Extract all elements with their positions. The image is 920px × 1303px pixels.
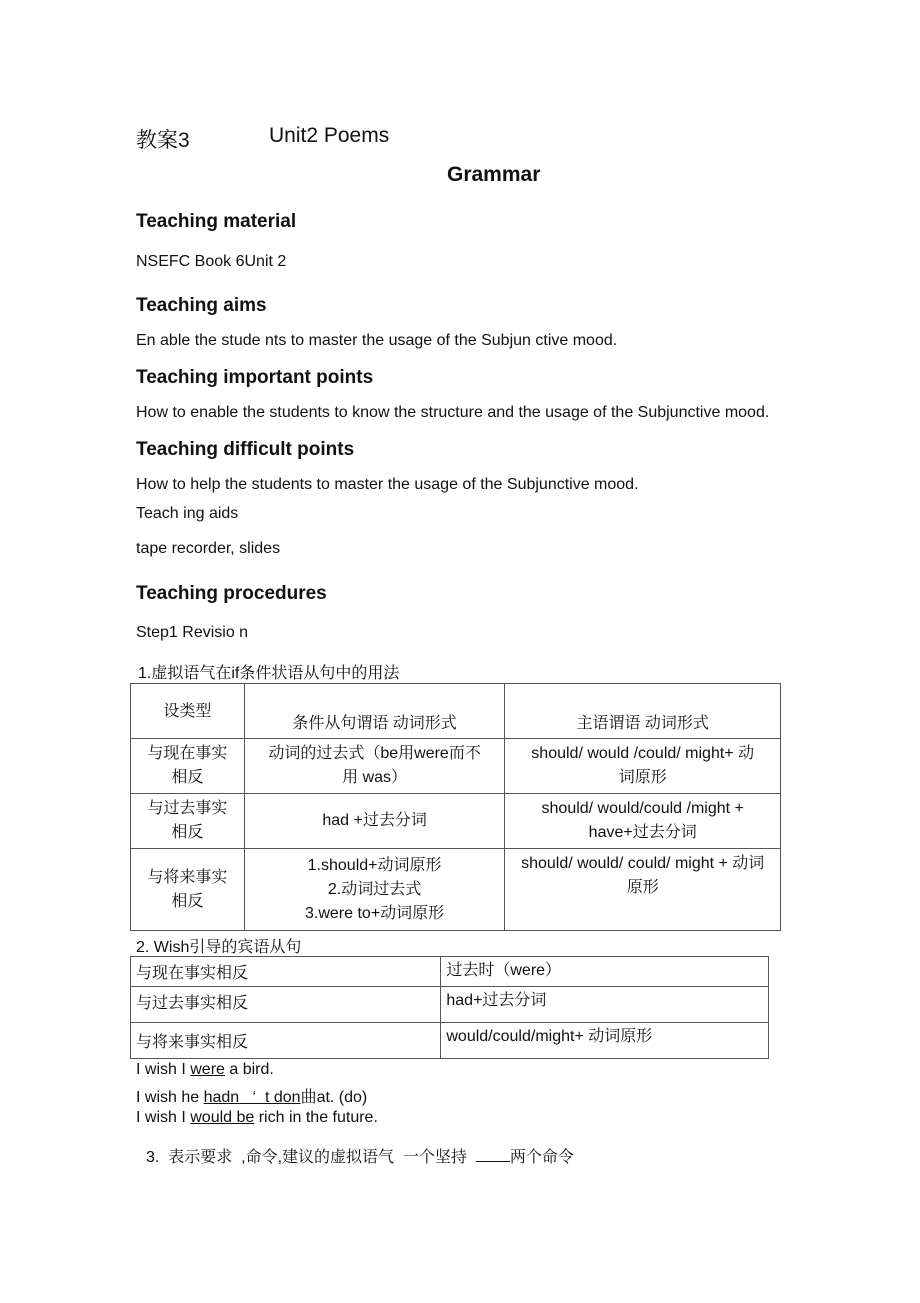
table-row xyxy=(131,794,781,849)
example-sentence-2: I wish he hadn ‘ t don曲at. (do) xyxy=(136,1089,368,1106)
point2-caption: 2. Wish引导的宾语从句 xyxy=(136,939,302,956)
example-sentence-1: I wish I were a bird. xyxy=(136,1061,274,1078)
doc-subtitle: Grammar xyxy=(447,163,541,186)
table-row xyxy=(131,1023,769,1059)
fill-blank xyxy=(476,1147,510,1162)
table-cell: had +过去分词 xyxy=(244,794,505,849)
table-cell: should/ would/could /might + have+过去分词 xyxy=(505,794,781,849)
table-row xyxy=(131,957,769,987)
doc-title-left: 教案3 xyxy=(136,129,190,152)
text-teaching-material: NSEFC Book 6Unit 2 xyxy=(136,253,287,270)
table-cell: should/ would/ could/ might + 动词 原形 xyxy=(505,849,781,931)
table-cell: 与现在事实相反 xyxy=(131,957,441,987)
text-difficult-points: How to help the students to master the usage of the Subjunctive mood. xyxy=(136,476,639,493)
example-sentence-3: I wish I would be rich in the future. xyxy=(136,1109,378,1126)
point1-caption: 1.虚拟语气在if条件状语从句中的用法 xyxy=(138,665,400,682)
heading-teaching-procedures: Teaching procedures xyxy=(136,583,327,604)
point3-text: 3. 表示要求 ,命令,建议的虚拟语气 一个坚持 两个命令 xyxy=(146,1149,574,1166)
table-cell: should/ would /could/ might+ 动 词原形 xyxy=(505,739,781,794)
heading-teaching-material: Teaching material xyxy=(136,211,297,232)
table-cell: 动词的过去式（be用were而不 用 was） xyxy=(244,739,505,794)
table-cell: 1.should+动词原形 2.动词过去式 3.were to+动词原形 xyxy=(244,849,505,931)
table-row xyxy=(131,849,781,931)
table-cell: 与过去事实相反 xyxy=(131,987,441,1023)
text-step1: Step1 Revisio n xyxy=(136,624,249,641)
heading-important-points: Teaching important points xyxy=(136,367,374,388)
table-header-cell: 设类型 xyxy=(131,684,245,739)
label-teaching-aids: Teach ing aids xyxy=(136,505,239,522)
table-cell: 与将来事实 相反 xyxy=(131,849,245,931)
table-wish-clause xyxy=(130,956,769,1059)
text-teaching-aims: En able the stude nts to master the usage of the Subjun ctive mood. xyxy=(136,332,618,349)
table-cell: 与过去事实 相反 xyxy=(131,794,245,849)
doc-title-right: Unit2 Poems xyxy=(269,124,390,147)
text-teaching-aids: tape recorder, slides xyxy=(136,540,281,557)
table-header-cell: 条件从句谓语 动词形式 xyxy=(244,684,505,739)
table-cell: had+过去分词 xyxy=(441,987,769,1023)
table-cell: 过去时（were） xyxy=(441,957,769,987)
table-row xyxy=(131,987,769,1023)
table-header-cell: 主语谓语 动词形式 xyxy=(505,684,781,739)
heading-difficult-points: Teaching difficult points xyxy=(136,439,355,460)
table-header-row xyxy=(131,684,781,739)
table-row xyxy=(131,739,781,794)
table-if-conditional xyxy=(130,683,781,931)
text-important-points: How to enable the students to know the structure and the usage of the Subjunctive mood. xyxy=(136,404,770,421)
table-cell: 与现在事实 相反 xyxy=(131,739,245,794)
heading-teaching-aims: Teaching aims xyxy=(136,295,267,316)
table-cell: would/could/might+ 动词原形 xyxy=(441,1023,769,1059)
table-cell: 与将来事实相反 xyxy=(131,1023,441,1059)
